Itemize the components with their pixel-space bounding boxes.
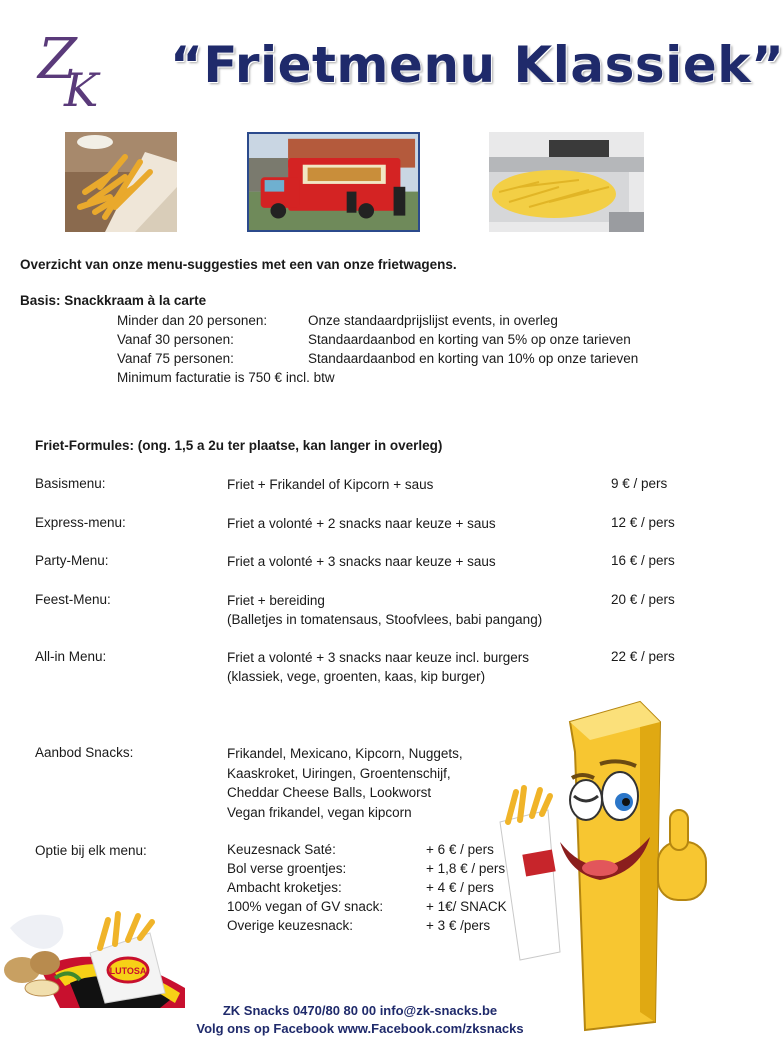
menu-price: 12 € / pers [611, 515, 675, 530]
optie-price: + 6 € / pers [426, 842, 494, 857]
menu-price: 16 € / pers [611, 553, 675, 568]
footer-contact: ZK Snacks 0470/80 80 00 info@zk-snacks.be [222, 1003, 498, 1018]
optie-name: Ambacht kroketjes: [227, 880, 342, 895]
page-title: “Frietmenu Klassiek” [170, 36, 784, 94]
optie-row [227, 842, 494, 857]
optie-row [227, 880, 494, 895]
menu-desc-line: (Balletjes in tomatensaus, Stoofvlees, babi pangang) [227, 612, 543, 627]
opties-label: Optie bij elk menu: [35, 843, 147, 858]
basis-row-value: Standaardaanbod en korting van 10% op onze tarieven [308, 351, 639, 366]
snacks-label: Aanbod Snacks: [35, 745, 134, 760]
menu-desc-line: Friet a volonté + 2 snacks naar keuze + saus [227, 516, 496, 531]
optie-row [227, 918, 490, 933]
svg-text:Z: Z [38, 27, 77, 92]
menu-name: All-in Menu: [35, 649, 107, 664]
menu-price: 22 € / pers [611, 649, 675, 664]
fries-mascot-illustration [490, 692, 720, 1032]
menu-desc-line: Friet + Frikandel of Kipcorn + saus [227, 477, 434, 492]
footer-facebook: Volg ons op Facebook www.Facebook.com/zksnacks [196, 1021, 524, 1036]
menu-desc-line: Friet a volonté + 3 snacks naar keuze + saus [227, 554, 496, 569]
snack-item: Frikandel, Mexicano, Kipcorn, Nuggets, [227, 746, 463, 761]
menu-description [227, 475, 433, 494]
menu-name: Express-menu: [35, 515, 126, 530]
optie-name: 100% vegan of GV snack: [227, 899, 384, 914]
basis-minimum: Minimum facturatie is 750 € incl. btw [117, 370, 335, 385]
potato-fries-basket-illustration [0, 908, 185, 1008]
snack-item: Cheddar Cheese Balls, Lookworst [227, 785, 432, 800]
lutosa-label: LUTOSA [109, 966, 147, 976]
menu-name: Basismenu: [35, 476, 106, 491]
fries-cone-photo [65, 132, 177, 232]
zk-logo [36, 26, 108, 117]
menu-description [227, 552, 496, 571]
menu-desc-line: Friet + bereiding [227, 593, 325, 608]
menu-description [227, 514, 496, 533]
basis-row-label: Vanaf 30 personen: [117, 332, 234, 347]
menu-desc-line: Friet a volonté + 3 snacks naar keuze incl. burgers [227, 650, 530, 665]
optie-price: + 1€/ SNACK [426, 899, 507, 914]
basis-row-value: Standaardaanbod en korting van 5% op onze tarieven [308, 332, 631, 347]
basis-row-label: Vanaf 75 personen: [117, 351, 234, 366]
menu-description [227, 591, 542, 629]
optie-price: + 1,8 € / pers [426, 861, 506, 876]
svg-text:K: K [64, 63, 99, 117]
basis-row [117, 332, 631, 347]
snack-item: Vegan frikandel, vegan kipcorn [227, 804, 412, 820]
menu-name: Feest-Menu: [35, 592, 111, 607]
snacks-list [227, 744, 463, 822]
optie-row [227, 861, 505, 876]
food-truck-photo [247, 132, 420, 232]
optie-row [227, 899, 507, 914]
menu-name: Party-Menu: [35, 553, 109, 568]
basis-row-label: Minder dan 20 personen: [117, 313, 268, 328]
menu-desc-line: (klassiek, vege, groenten, kaas, kip burger) [227, 669, 486, 684]
optie-name: Keuzesnack Saté: [227, 842, 336, 857]
basis-row [117, 351, 638, 366]
menu-price: 20 € / pers [611, 592, 675, 607]
fries-tray-photo [489, 132, 644, 232]
intro-text: Overzicht van onze menu-suggesties met een van onze frietwagens. [20, 257, 457, 272]
optie-price: + 4 € / pers [426, 880, 494, 895]
menu-description [227, 648, 529, 686]
optie-name: Overige keuzesnack: [227, 918, 354, 933]
menu-price: 9 € / pers [611, 476, 668, 491]
optie-name: Bol verse groentjes: [227, 861, 347, 876]
basis-row-value: Onze standaardprijslijst events, in overleg [308, 313, 558, 328]
basis-title: Basis: Snackkraam à la carte [20, 293, 207, 308]
snack-item: Kaaskroket, Uiringen, Groentenschijf, [227, 765, 451, 781]
formules-title: Friet-Formules: (ong. 1,5 a 2u ter plaatse, kan langer in overleg) [35, 438, 443, 453]
basis-row [117, 313, 558, 328]
optie-price: + 3 € /pers [426, 918, 491, 933]
